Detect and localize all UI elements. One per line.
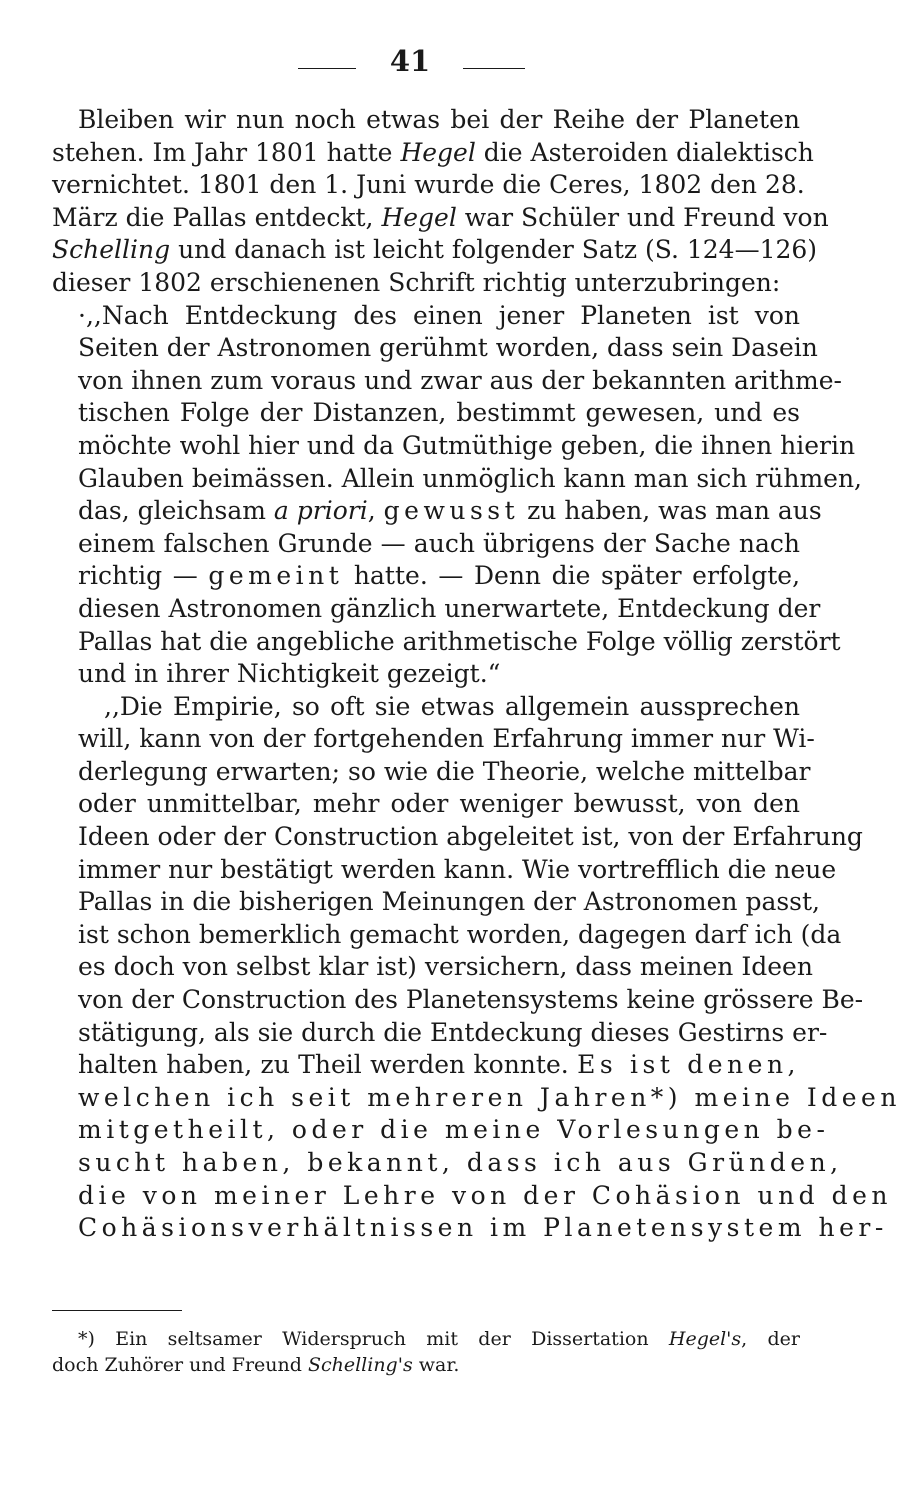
quote-line: die von meiner Lehre von der Cohäsion und den xyxy=(78,1180,893,1210)
text-line: vernichtet. 1801 den 1. Juni wurde die Ceres, 1802 den 28. xyxy=(52,170,805,200)
footnote xyxy=(52,1326,800,1378)
footnote-rule xyxy=(52,1310,182,1311)
quote-line: ist schon bemerklich gemacht worden, dagegen darf ich (da xyxy=(78,919,842,949)
page-number: 41 xyxy=(389,44,431,78)
quote-line: das, gleichsam a priori, gewusst zu haben, was man aus xyxy=(78,496,822,526)
quote-line: von der Construction des Planetensystems keine grössere Be- xyxy=(78,985,864,1015)
quote-line: halten haben, zu Theil werden konnte. Es ist denen, xyxy=(78,1050,801,1080)
quote-line: ·,,Nach Entdeckung des einen jener Planeten ist von xyxy=(78,300,800,330)
header-rule-left xyxy=(298,68,356,69)
main-text xyxy=(52,104,901,1245)
quote-line: tischen Folge der Distanzen, bestimmt gewesen, und es xyxy=(78,398,800,428)
text-line: Bleiben wir nun noch etwas bei der Reihe der Planeten xyxy=(78,105,800,134)
quote-line: von ihnen zum voraus und zwar aus der bekannten arithme- xyxy=(78,365,842,395)
quote-line: und in ihrer Nichtigkeit gezeigt.“ xyxy=(78,659,501,689)
quote-line: Cohäsionsverhältnissen im Planetensystem her- xyxy=(78,1213,888,1243)
quote-line: will, kann von der fortgehenden Erfahrung immer nur Wi- xyxy=(78,724,815,754)
spaced-gemeint: gemeint xyxy=(208,561,344,591)
quote-line: einem falschen Grunde — auch übrigens der Sache nach xyxy=(78,528,800,558)
footnote-line: *) Ein seltsamer Widerspruch mit der Dissertation Hegel's, der xyxy=(78,1328,800,1350)
text-line: dieser 1802 erschienenen Schrift richtig unterzubringen: xyxy=(52,267,781,297)
quote-line: derlegung erwarten; so wie die Theorie, welche mittelbar xyxy=(78,756,811,786)
quote-line: Pallas in die bisherigen Meinungen der Astronomen passt, xyxy=(78,887,821,917)
quote-line: mitgetheilt, oder die meine Vorlesungen be- xyxy=(78,1115,830,1145)
emphasis-schellings: Schelling's xyxy=(307,1354,413,1376)
quote-line: ,,Die Empirie, so oft sie etwas allgemein aussprechen xyxy=(104,691,800,721)
spaced-gewusst: gewusst xyxy=(383,496,520,526)
quote-line: möchte wohl hier und da Gutmüthige geben, die ihnen hierin xyxy=(78,430,856,460)
quote-line: es doch von selbst klar ist) versichern, dass meinen Ideen xyxy=(78,952,813,982)
emphasis-a-priori: a priori xyxy=(273,496,368,526)
page-header xyxy=(0,44,830,80)
emphasis-hegel: Hegel xyxy=(400,137,476,167)
quote-line: oder unmittelbar, mehr oder weniger bewusst, von den xyxy=(78,789,800,819)
quote-line: Ideen oder der Construction abgeleitet ist, von der Erfahrung xyxy=(78,822,863,852)
emphasis-hegels: Hegel's xyxy=(668,1328,742,1350)
emphasis-schelling: Schelling xyxy=(52,235,171,265)
header-rule-right xyxy=(463,68,525,69)
quote-line: Pallas hat die angebliche arithmetische Folge völlig zerstört xyxy=(78,626,841,656)
quote-line: welchen ich seit mehreren Jahren*) meine Ideen xyxy=(78,1082,901,1112)
quote-line: stätigung, als sie durch die Entdeckung dieses Gestirns er- xyxy=(78,1017,828,1047)
emphasis-hegel: Hegel xyxy=(381,202,457,232)
footnote-line: doch Zuhörer und Freund Schelling's war. xyxy=(52,1354,460,1376)
spaced-text: Es ist denen, xyxy=(577,1050,801,1080)
text-line: stehen. Im Jahr 1801 hatte Hegel die Asteroiden dialektisch xyxy=(52,137,814,167)
text-line: Schelling und danach ist leicht folgender Satz (S. 124—126) xyxy=(52,235,818,265)
quote-line: Seiten der Astronomen gerühmt worden, dass sein Dasein xyxy=(78,333,818,363)
quote-line: sucht haben, bekannt, dass ich aus Gründen, xyxy=(78,1148,843,1177)
quote-line: Glauben beimässen. Allein unmöglich kann man sich rühmen, xyxy=(78,463,862,493)
quote-line: diesen Astronomen gänzlich unerwartete, Entdeckung der xyxy=(78,593,821,623)
quote-line: immer nur bestätigt werden kann. Wie vortrefflich die neue xyxy=(78,854,837,884)
quote-line: richtig — gemeint hatte. — Denn die später erfolgte, xyxy=(78,561,801,591)
text-line: März die Pallas entdeckt, Hegel war Schüler und Freund von xyxy=(52,202,829,232)
